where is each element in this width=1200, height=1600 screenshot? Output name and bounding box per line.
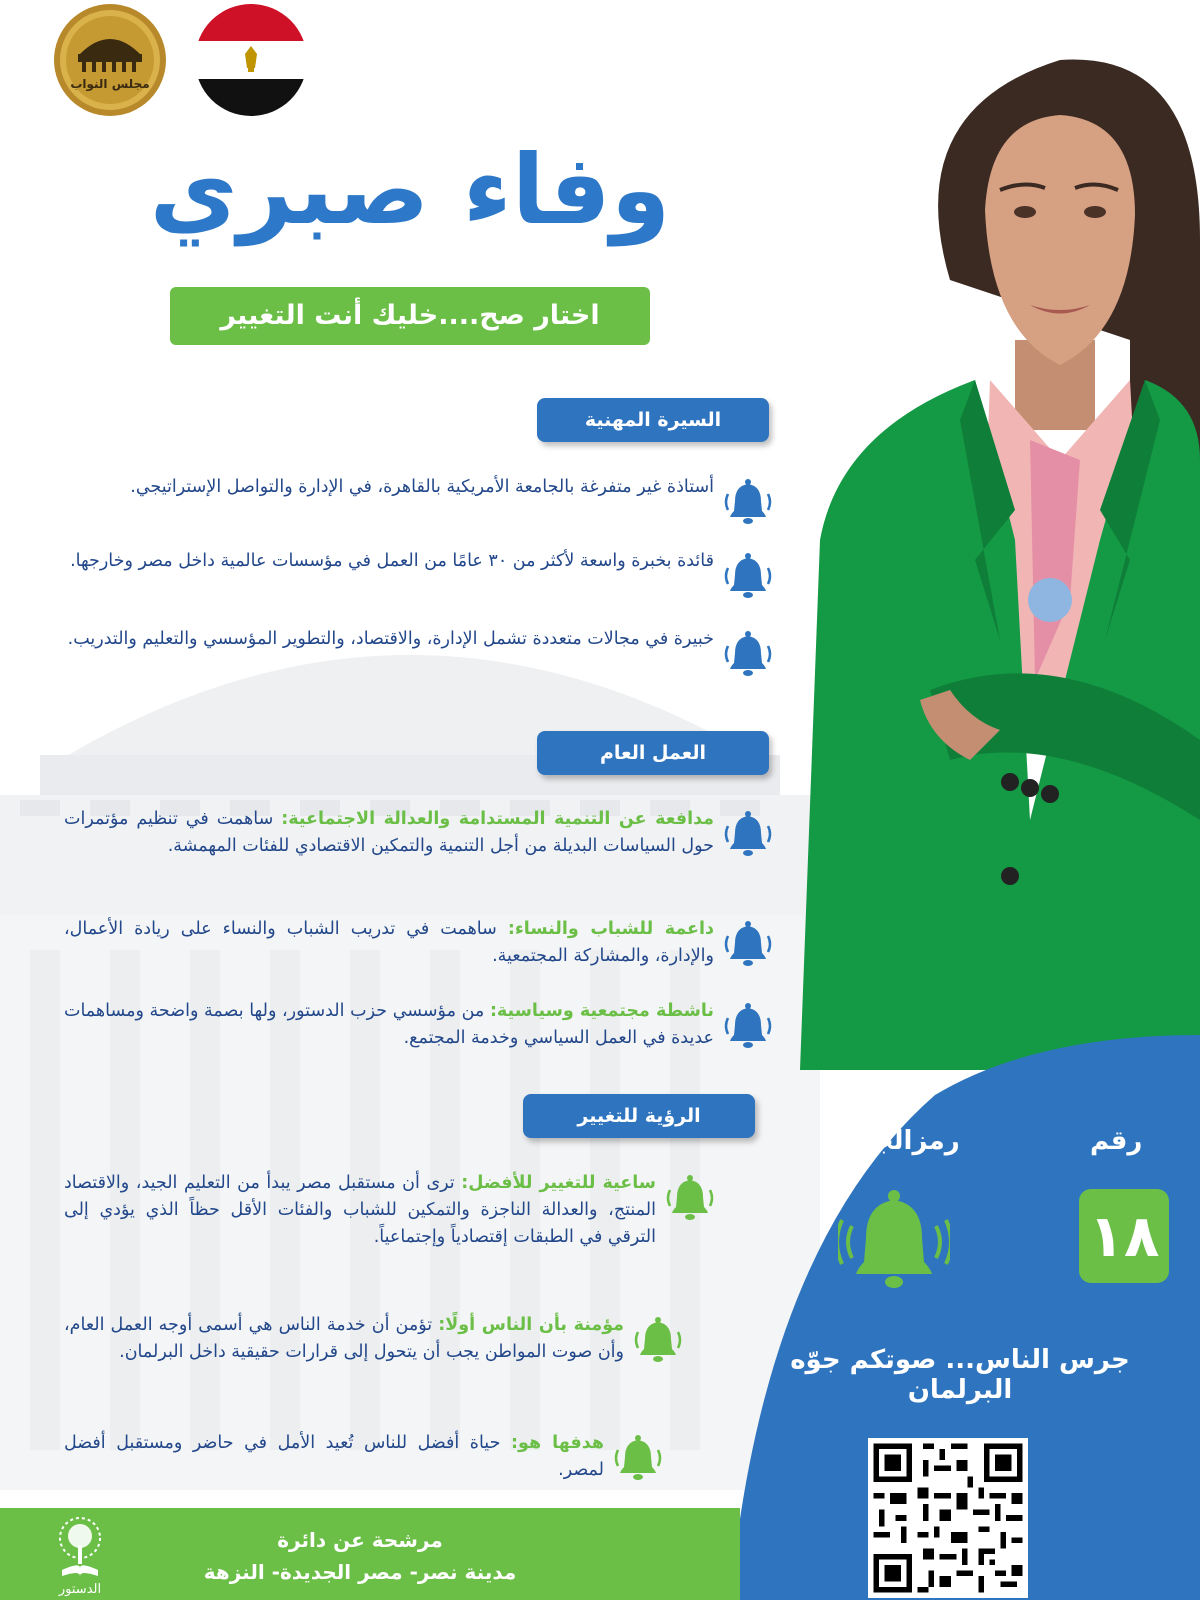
ballot-tagline: جرس الناس... صوتكم جوّه البرلمان bbox=[790, 1345, 1130, 1405]
qr-code[interactable] bbox=[868, 1438, 1028, 1598]
bell-icon bbox=[722, 474, 774, 526]
ballot-number: ١٨ bbox=[1079, 1189, 1169, 1283]
list-item bbox=[64, 1312, 684, 1366]
candidate-name: وفاء صبري bbox=[149, 134, 671, 246]
ballot-number-label: رقم bbox=[1090, 1126, 1143, 1156]
item-text: مؤمنة بأن الناس أولًا: تؤمن أن خدمة الناس هي أسمى أوجه العمل العام، وأن صوت المواطن يجب أن يتحول إلى قرارات حقيقية داخل البرلمان. bbox=[64, 1315, 624, 1362]
slogan-text: اختار صح....خليك أنت التغيير bbox=[220, 300, 600, 331]
bell-icon bbox=[612, 1430, 664, 1482]
list-item bbox=[64, 626, 774, 678]
bell-icon bbox=[722, 548, 774, 600]
item-text: داعمة للشباب والنساء: ساهمت في تدريب الشباب والنساء على ريادة الأعمال، والإدارة، والمشاركة المجتمعية. bbox=[64, 919, 714, 966]
list-item bbox=[64, 998, 774, 1052]
bell-icon bbox=[722, 806, 774, 858]
list-item bbox=[64, 916, 774, 970]
bell-icon bbox=[722, 998, 774, 1050]
item-text: ناشطة مجتمعية وسياسية: من مؤسسي حزب الدستور، ولها بصمة واضحة ومساهمات عديدة في العمل السياسي وخدمة المجتمع. bbox=[64, 1001, 714, 1048]
section-title-career: السيرة المهنية bbox=[537, 398, 769, 442]
ballot-symbol-label: رمزالجرس bbox=[823, 1126, 960, 1156]
item-text: خبيرة في مجالات متعددة تشمل الإدارة، والاقتصاد، والتطوير المؤسسي والتعليم والتدريب. bbox=[67, 629, 714, 649]
section-title-vision: الرؤية للتغيير bbox=[523, 1094, 755, 1138]
list-item bbox=[64, 474, 774, 526]
list-item bbox=[64, 548, 774, 600]
egypt-flag-icon bbox=[193, 2, 309, 118]
bell-icon bbox=[722, 916, 774, 968]
bell-icon bbox=[722, 626, 774, 678]
item-text: هدفها هو: حياة أفضل للناس تُعيد الأمل في حاضر ومستقبل أفضل لمصر. bbox=[64, 1433, 604, 1480]
party-name: الدستور bbox=[58, 1582, 102, 1597]
district-label: مرشحة عن دائرة bbox=[277, 1528, 443, 1552]
svg-text:مجلس النواب: مجلس النواب bbox=[70, 77, 150, 91]
list-item bbox=[64, 806, 774, 860]
item-text: قائدة بخبرة واسعة لأكثر من ٣٠ عامًا من العمل في مؤسسات عالمية داخل مصر وخارجها. bbox=[70, 551, 714, 571]
bell-icon bbox=[664, 1170, 716, 1222]
candidate-photo bbox=[800, 40, 1200, 1070]
item-text: ساعية للتغيير للأفضل: ترى أن مستقبل مصر يبدأ من التعليم الجيد، والاقتصاد المنتج، والعدالة الناجزة والتمكين للشباب والفئات الأقل حظاً الذي يؤدي إلى الترقي في الطبقات إقتصادياً وإجتماعياً. bbox=[64, 1173, 656, 1247]
district-areas: مدينة نصر- مصر الجديدة- النزهة bbox=[203, 1560, 517, 1584]
list-item bbox=[64, 1430, 664, 1484]
bell-icon bbox=[632, 1312, 684, 1364]
bell-icon bbox=[838, 1186, 950, 1290]
item-text: أستاذة غير متفرغة بالجامعة الأمريكية بالقاهرة، في الإدارة والتواصل الإستراتيجي. bbox=[130, 477, 714, 497]
section-title-public-work: العمل العام bbox=[537, 731, 769, 775]
parliament-seal-logo bbox=[52, 2, 168, 118]
list-item bbox=[64, 1170, 716, 1251]
item-text: مدافعة عن التنمية المستدامة والعدالة الاجتماعية: ساهمت في تنظيم مؤتمرات حول السياسات البديلة من أجل التنمية والتمكين الاقتصادي للفئات المهمشة. bbox=[64, 809, 715, 856]
slogan-banner bbox=[170, 287, 650, 345]
